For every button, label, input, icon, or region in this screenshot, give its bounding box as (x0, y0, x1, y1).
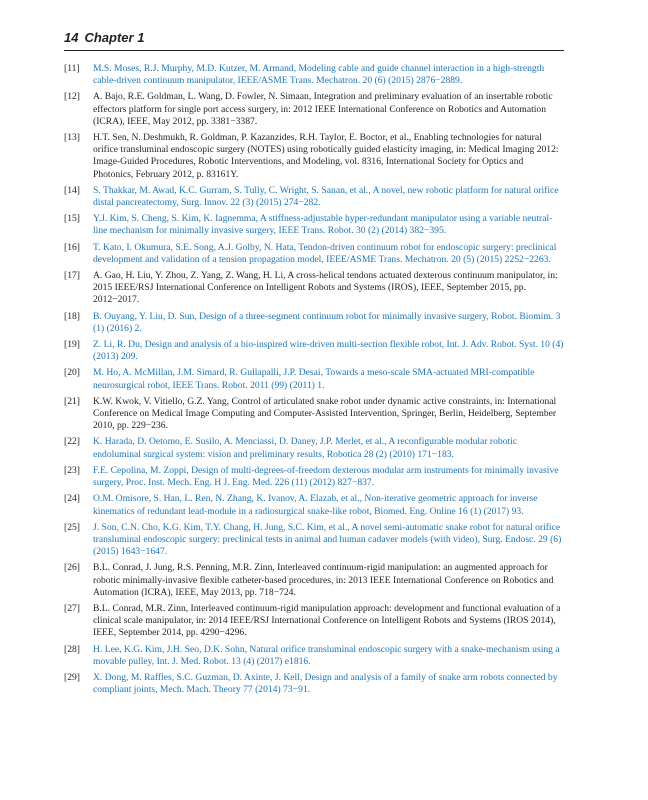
reference-link[interactable]: T. Kato, I. Okumura, S.E. Song, A.J. Golby, N. Hata, Tendon-driven continuum robot for endoscopic surgery: preclinical development and validation of a tension propagation model, IEEE/ASME Trans. Mechatron. 20 (5) (2015) 2252−2263. (93, 241, 557, 265)
reference-link[interactable]: Y.J. Kim, S. Cheng, S. Kim, K. Iagnemma, A stiffness-adjustable hyper-redundant manipulator using a variable neutral-line mechanism for minimally invasive surgery, IEEE Trans. Robot. 30 (2) (2014) 382−395. (93, 213, 553, 237)
reference-link[interactable]: B. Ouyang, Y. Liu, D. Sun, Design of a three-segment continuum robot for minimally invasive surgery, Robot. Biomim. 3 (1) (2016) 2. (93, 310, 561, 334)
reference-link[interactable]: Z. Li, R. Du, Design and analysis of a bio-inspired wire-driven multi-section flexible robot, Int. J. Adv. Robot. Syst. 10 (4) (2013) 209. (93, 339, 564, 363)
reference-item (64, 644, 564, 668)
reference-item (64, 367, 564, 391)
reference-item (64, 185, 564, 209)
reference-text: A. Bajo, R.E. Goldman, L. Wang, D. Fowler, N. Simaan, Integration and preliminary evaluation of an insertable robotic effectors platform for single port access surgery, in: 2012 IEEE International Conference on Robotics and Automation (ICRA), IEEE, May 2012, pp. 3381−3387. (93, 91, 553, 127)
reference-number: [12] (64, 91, 80, 103)
reference-item (64, 91, 564, 128)
reference-number: [15] (64, 213, 80, 225)
reference-item (64, 132, 564, 181)
reference-item (64, 270, 564, 307)
reference-number: [11] (64, 63, 80, 74)
reference-text: K.W. Kwok, V. Vitiello, G.Z. Yang, Control of articulated snake robot under dynamic active constraints, in: International Conference on Medical Image Computing and Computer-Assisted Intervention, Springer, Berlin, Heidelberg, September 2010, pp. 229−236. (93, 395, 557, 432)
reference-number: [19] (64, 339, 80, 351)
reference-link[interactable]: M.S. Moses, R.J. Murphy, M.D. Kutzer, M. Armand, Modeling cable and guide channel interaction in a high-strength cable-driven continuum manipulator, IEEE/ASME Trans. Mechatron. 20 (6) (2015) 2876−2889. (93, 63, 545, 87)
reference-number: [26] (64, 562, 80, 574)
reference-item (64, 562, 564, 599)
reference-number: [28] (64, 643, 80, 655)
reference-number: [18] (64, 310, 80, 322)
reference-item (64, 436, 564, 460)
reference-number: [25] (64, 521, 80, 533)
reference-item (64, 213, 564, 237)
reference-list (64, 63, 564, 700)
reference-number: [23] (64, 464, 80, 476)
reference-link[interactable]: J. Son, C.N. Cho, K.G. Kim, T.Y. Chang, H. Jung, S.C. Kim, et al., A novel semi-automatic snake robot for natural orifice transluminal endoscopic surgery: preclinical tests in animal and human cadaver models (with video), Surg. Endosc. 29 (6) (2015) 1643−1647. (93, 521, 562, 558)
reference-number: [27] (64, 602, 80, 614)
reference-number: [21] (64, 395, 80, 407)
reference-item (64, 465, 564, 489)
reference-number: [20] (64, 367, 80, 379)
reference-number: [13] (64, 132, 80, 144)
reference-link[interactable]: X. Dong, M. Raffles, S.C. Guzman, D. Axinte, J. Kell, Design and analysis of a family of snake arm robots connected by compliant joints, Mech. Mach. Theory 77 (2014) 73−91. (93, 671, 558, 696)
reference-item (64, 339, 564, 363)
reference-item (64, 672, 564, 696)
running-header (64, 29, 564, 51)
reference-text: A. Gao, H. Liu, Y. Zhou, Z. Yang, Z. Wang, H. Li, A cross-helical tendons actuated dexterous continuum manipulator, in: 2015 IEEE/RSJ International Conference on Intelligent Robots and Systems (IROS), IEEE, September 2015, pp. 2012−2017. (93, 270, 558, 306)
reference-number: [16] (64, 241, 80, 253)
reference-item (64, 603, 564, 640)
reference-link[interactable]: F.E. Cepolina, M. Zoppi, Design of multi-degrees-of-freedom dexterous modular arm instruments for minimally invasive surgery, Proc. Inst. Mech. Eng. H J. Eng. Med. 226 (11) (2012) 827−837. (93, 464, 559, 489)
reference-item (64, 493, 564, 517)
reference-number: [29] (64, 671, 80, 683)
reference-item (64, 63, 564, 87)
reference-number: [17] (64, 270, 80, 282)
reference-item (64, 242, 564, 266)
reference-text: B.L. Conrad, M.R. Zinn, Interleaved continuum-rigid manipulation approach: development and functional evaluation of a clinical scale manipulator, in: 2014 IEEE/RSJ International Conference on Intelligent Robots and Systems (IROS 2014), IEEE, September 2014, pp. 4290−4296. (93, 602, 561, 639)
reference-link[interactable]: M. Ho, A. McMillan, J.M. Simard, R. Gullapalli, J.P. Desai, Towards a meso-scale SMA-actuated MRI-compatible neurosurgical robot, IEEE Trans. Robot. 2011 (99) (2011) 1. (93, 367, 535, 391)
running-header-text (64, 29, 144, 47)
reference-item (64, 396, 564, 433)
reference-number: [22] (64, 436, 80, 448)
reference-text: H.T. Sen, N. Deshmukh, R. Goldman, P. Kazanzides, R.H. Taylor, E. Boctor, et al., Enabling technologies for natural orifice transluminal endoscopic surgery (NOTES) using robotically guided elasticity imaging, in: Medical Imaging 2012: Image-Guided Procedures, Robotic Interventions, and Modeling, vol. 8316, International Society for Optics and Photonics, February 2012, p. 83161Y. (93, 132, 559, 180)
reference-item (64, 522, 564, 559)
reference-text: B.L. Conrad, J. Jung, R.S. Penning, M.R. Zinn, Interleaved continuum-rigid manipulation: an augmented approach for robotic minimally-invasive flexible catheter-based procedures, in: 2013 IEEE International Conference on Robotics and Automation (ICRA), IEEE, May 2013, pp. 718−724. (93, 562, 554, 598)
chapter-label: Chapter 1 (84, 30, 145, 45)
reference-link[interactable]: K. Harada, D. Oetomo, E. Susilo, A. Menciassi, D. Daney, J.P. Merlet, et al., A reconfigurable modular robotic endoluminal surgical system: vision and preliminary results, Robotica 28 (2) (2010) 171−183. (93, 436, 518, 460)
reference-link[interactable]: H. Lee, K.G. Kim, J.H. Seo, D.K. Sohn, Natural orifice transluminal endoscopic surgery with a snake-mechanism using a movable pulley, Int. J. Med. Robot. 13 (4) (2017) e1816. (93, 643, 560, 667)
reference-number: [24] (64, 493, 80, 505)
reference-number: [14] (64, 184, 80, 196)
page-number: 14 (64, 30, 79, 45)
reference-link[interactable]: O.M. Omisore, S. Han, L. Ren, N. Zhang, K. Ivanov, A. Elazab, et al., Non-iterative geometric approach for inverse kinematics of redundant lead-module in a radiosurgical snake-like robot, Biomed. Eng. Online 16 (1) (2017) 93. (93, 493, 538, 517)
reference-item (64, 311, 564, 335)
reference-link[interactable]: S. Thakkar, M. Awad, K.C. Gurram, S. Tully, C. Wright, S. Sanan, et al., A novel, new robotic platform for natural orifice distal pancreatectomy, Surg. Innov. 22 (3) (2015) 274−282. (93, 184, 559, 209)
